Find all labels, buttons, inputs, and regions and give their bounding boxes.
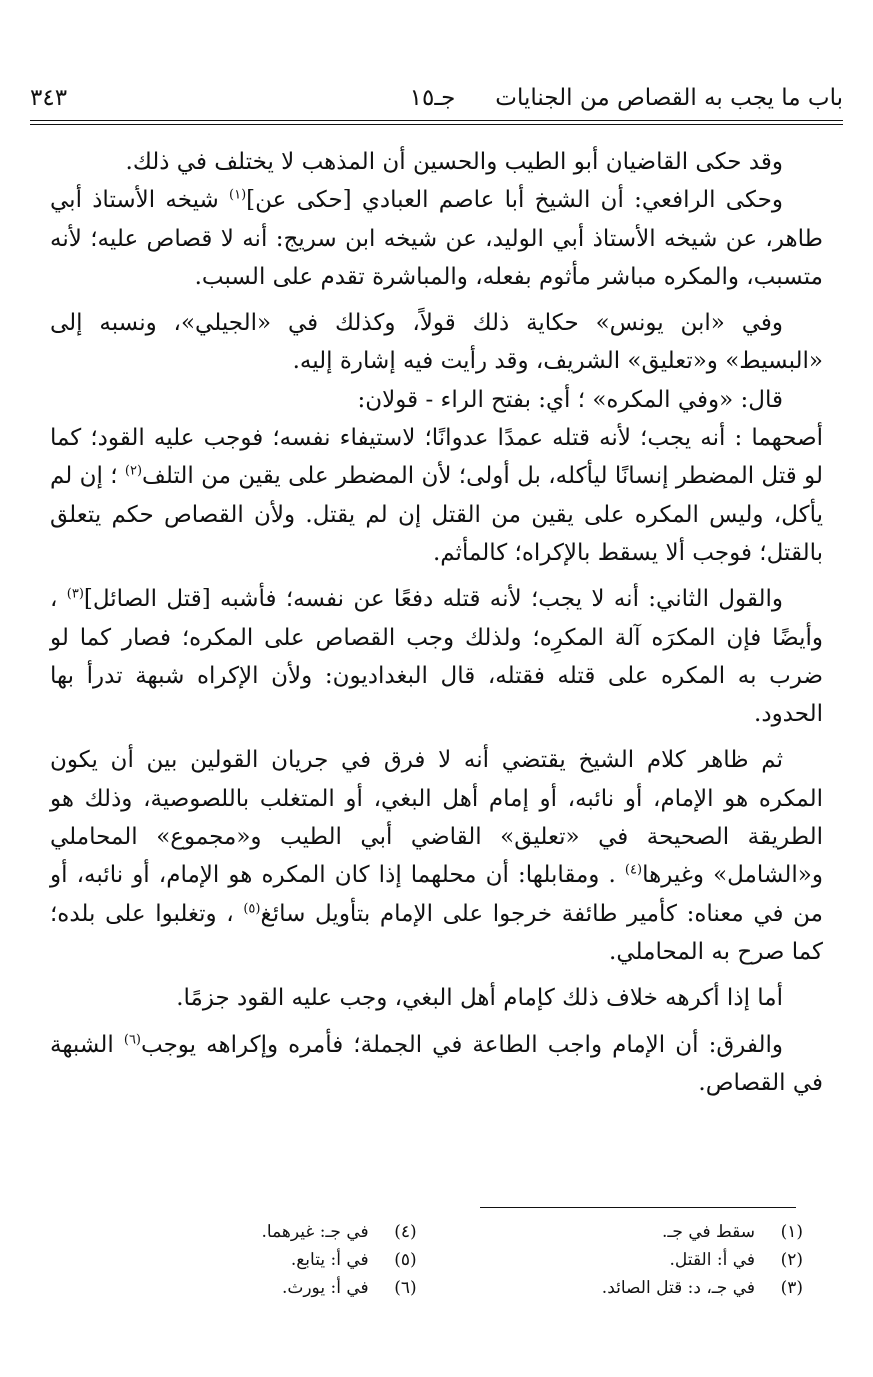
paragraph-4: قال: «وفي المكره» ؛ أي: بفتح الراء - قولان: <box>357 386 783 413</box>
footnote-ref-2: (٢) <box>124 463 143 479</box>
footnotes <box>60 1218 803 1302</box>
footnote-item: (٢) في أ: القتل. <box>669 1250 803 1270</box>
paragraph-8: أما إذا أكرهه خلاف ذلك كإمام أهل البغي، وجب عليه القود جزمًا. <box>176 985 783 1012</box>
paragraph-7: ثم ظاهر كلام الشيخ يقتضي أنه لا فرق في جريان القولين بين أن يكون المكره هو الإمام، أو نائبه، أو إمام أهل البغي، أو المتغلب باللصوصية، وذلك هو الطريقة الصحيحة في «تعليق» القاضي أبي الطيب و«مجموع» المحاملي و«الشامل» وغيرها$^{(٤)}$ . ومقابلها: أن محلهما إذا كان المكره هو الإمام، أو نائبه، أو من في معناه: كأمير طائفة خرجوا على الإمام بتأويل سائغ$^{(٥)}$ ، وتغلبوا على بلده؛ كما صرح به المحاملي. <box>50 747 823 965</box>
footnote-item: (٣) في جـ، د: قتل الصائد. <box>601 1278 803 1298</box>
footnote-item: (١) سقط في جـ. <box>662 1222 803 1242</box>
header-rule-thin <box>30 124 843 125</box>
chapter-title: باب ما يجب به القصاص من الجنايات <box>495 85 843 111</box>
paragraph-5: أصحهما : أنه يجب؛ لأنه قتله عمدًا عدوانًا؛ لاستيفاء نفسه؛ فوجب عليه القود؛ كما لو قتل المضطر إنسانًا ليأكله، بل أولى؛ لأن المضطر على يقين من التلف$^{(٢)}$ ؛ إن لم يأكل، وليس المكره على يقين من القتل إن لم يقتل. ولأن القصاص حكم يتعلق بالقتل؛ فوجب ألا يسقط بالإكراه؛ كالمأثم. <box>50 425 823 566</box>
footnote-column-right <box>446 1218 803 1302</box>
page-number: ٣٤٣ <box>30 85 68 111</box>
paragraph-3: وفي «ابن يونس» حكاية ذلك قولاً، وكذلك في «الجيلي»، ونسبه إلى «البسيط» و«تعليق» الشريف، وقد رأيت فيه إشارة إليه. <box>50 310 823 375</box>
footnote-ref-1: (١) <box>229 187 247 203</box>
header-title <box>410 85 843 111</box>
main-text <box>50 143 823 1102</box>
footnote-item: (٦) في أ: يورث. <box>281 1278 417 1298</box>
running-header <box>30 78 843 118</box>
footnote-column-left <box>60 1218 417 1302</box>
paragraph-1: وقد حكى القاضيان أبو الطيب والحسين أن المذهب لا يختلف في ذلك. <box>125 149 783 175</box>
footnote-item: (٤) في جـ: غيرهما. <box>261 1222 417 1242</box>
footnote-item: (٥) في أ: يتابع. <box>290 1250 417 1270</box>
volume-label: جـ١٥ <box>409 85 456 111</box>
paragraph-9: والفرق: أن الإمام واجب الطاعة في الجملة؛ فأمره وإكراهه يوجب$^{(٦)}$ الشبهة في القصاص. <box>50 1031 823 1096</box>
paragraph-2: وحكى الرافعي: أن الشيخ أبا عاصم العبادي [حكى عن]$^{(١)}$ شيخه الأستاذ أبي طاهر، عن شيخه الأستاذ أبي الوليد، عن شيخه ابن سريج: أنه لا قصاص عليه؛ لأنه متسبب، والمكره مباشر مأثوم بفعله، والمباشرة تقدم على السبب. <box>50 187 823 290</box>
footnote-ref-5: (٥) <box>243 900 261 916</box>
footnote-ref-4: (٤) <box>624 862 643 878</box>
header-rule <box>30 120 843 121</box>
footnote-ref-3: (٣) <box>66 586 84 602</box>
paragraph-6: والقول الثاني: أنه لا يجب؛ لأنه قتله دفعًا عن نفسه؛ فأشبه [قتل الصائل]$^{(٣)}$ ، وأيضًا فإن المكرَه آلة المكرِه؛ ولذلك وجب القصاص على المكره؛ فصار كما لو ضرب به المكره على قتله فقتله، قال البغداديون: ولأن الإكراه شبهة تدرأ بها الحدود. <box>50 586 823 728</box>
footnote-separator <box>480 1207 796 1208</box>
footnote-ref-6: (٦) <box>123 1031 141 1047</box>
